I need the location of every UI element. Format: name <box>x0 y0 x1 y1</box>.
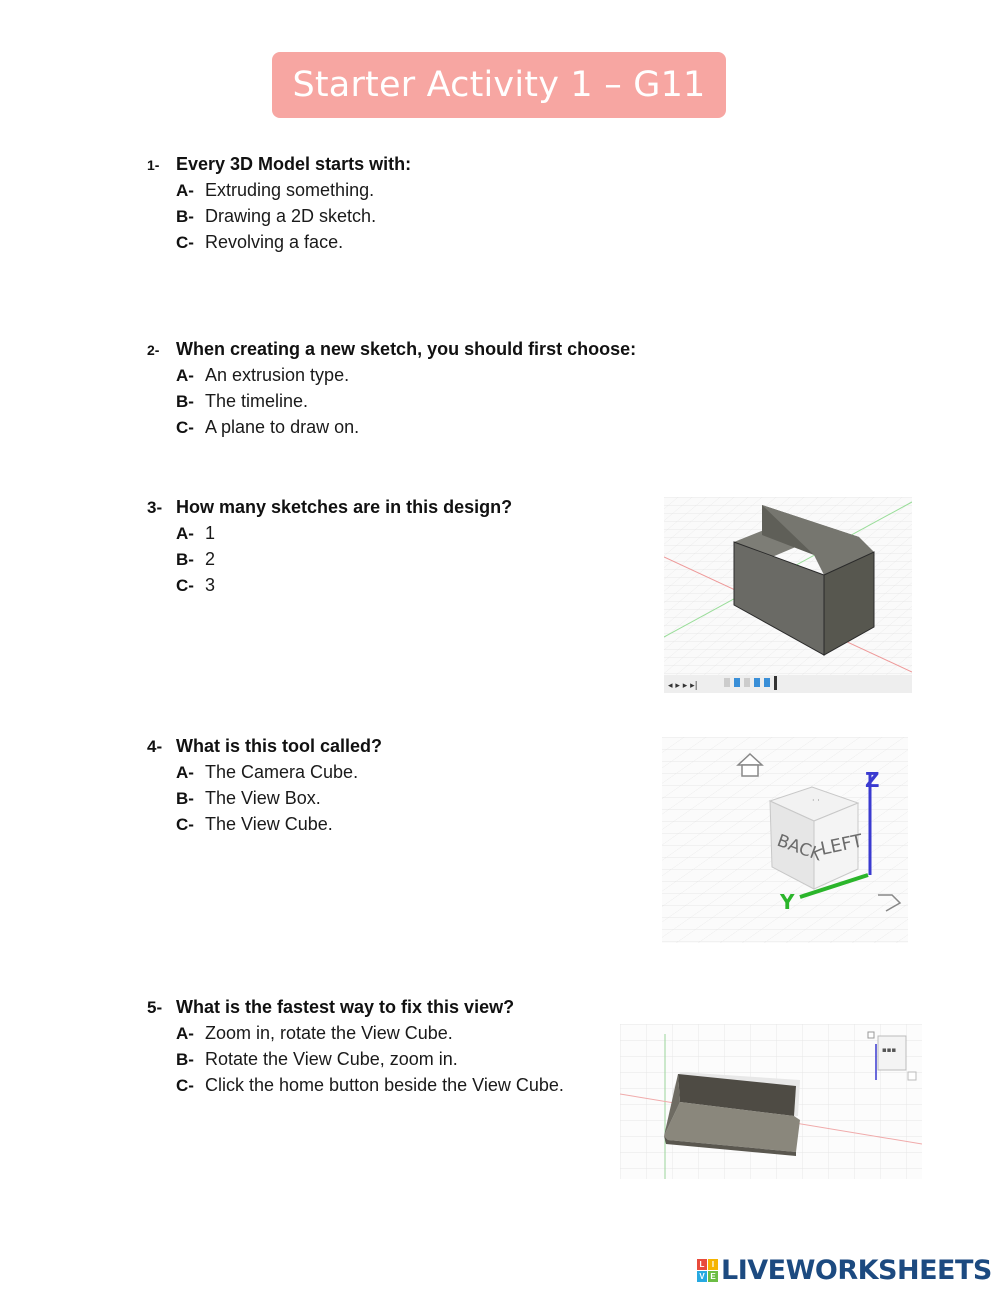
question-5 <box>147 997 564 1101</box>
option-b[interactable]: B- The timeline. <box>176 391 309 411</box>
question-number: 5- <box>147 998 163 1017</box>
cube-face-back[interactable]: BACK <box>774 830 825 866</box>
option-a[interactable]: A- Extruding something. <box>176 180 375 200</box>
svg-text:▪▪▪: ▪▪▪ <box>882 1046 897 1054</box>
logo-icon: L I V E <box>697 1259 718 1282</box>
question-text: What is this tool called? <box>176 736 383 756</box>
question-number: 4- <box>147 737 163 756</box>
svg-text:· ·: · · <box>812 796 820 805</box>
axis-z-label: Z <box>865 768 880 792</box>
view-cube-image <box>662 737 908 943</box>
cube-face-left[interactable]: LEFT <box>818 830 865 860</box>
axis-y-label: Y <box>780 890 795 914</box>
option-a[interactable]: A- An extrusion type. <box>176 365 350 385</box>
option-b[interactable]: B- The View Box. <box>176 788 321 808</box>
question-2 <box>147 339 636 443</box>
option-b[interactable]: B- Rotate the View Cube, zoom in. <box>176 1049 458 1069</box>
option-c[interactable]: C- Click the home button beside the View Cube. <box>176 1075 564 1095</box>
option-a[interactable]: A- 1 <box>176 523 216 543</box>
question-1 <box>147 154 411 258</box>
svg-text:◂ ▸ ▸ ▸|: ◂ ▸ ▸ ▸| <box>668 681 698 691</box>
question-4 <box>147 736 382 840</box>
title-banner <box>272 52 726 118</box>
question-text: When creating a new sketch, you should first choose: <box>176 339 637 359</box>
question-number: 1- <box>147 157 160 173</box>
tilted-view-image <box>620 1024 922 1179</box>
option-c[interactable]: C- The View Cube. <box>176 814 333 834</box>
question-text: How many sketches are in this design? <box>176 497 513 517</box>
option-c[interactable]: C- 3 <box>176 575 216 595</box>
footer-logo <box>697 1255 992 1286</box>
option-a[interactable]: A- Zoom in, rotate the View Cube. <box>176 1023 453 1043</box>
option-c[interactable]: C- A plane to draw on. <box>176 417 360 437</box>
option-b[interactable]: B- 2 <box>176 549 216 569</box>
option-a[interactable]: A- The Camera Cube. <box>176 762 359 782</box>
page-title: Starter Activity 1 – G11 <box>292 65 706 105</box>
question-number: 2- <box>147 342 160 358</box>
question-3 <box>147 497 512 601</box>
block-model-image <box>664 497 912 693</box>
option-b[interactable]: B- Drawing a 2D sketch. <box>176 206 377 226</box>
brand-name: LIVEWORKSHEETS <box>721 1255 992 1286</box>
option-c[interactable]: C- Revolving a face. <box>176 232 344 252</box>
question-text: What is the fastest way to fix this view? <box>176 997 515 1017</box>
question-text: Every 3D Model starts with: <box>176 154 412 174</box>
question-number: 3- <box>147 498 163 517</box>
